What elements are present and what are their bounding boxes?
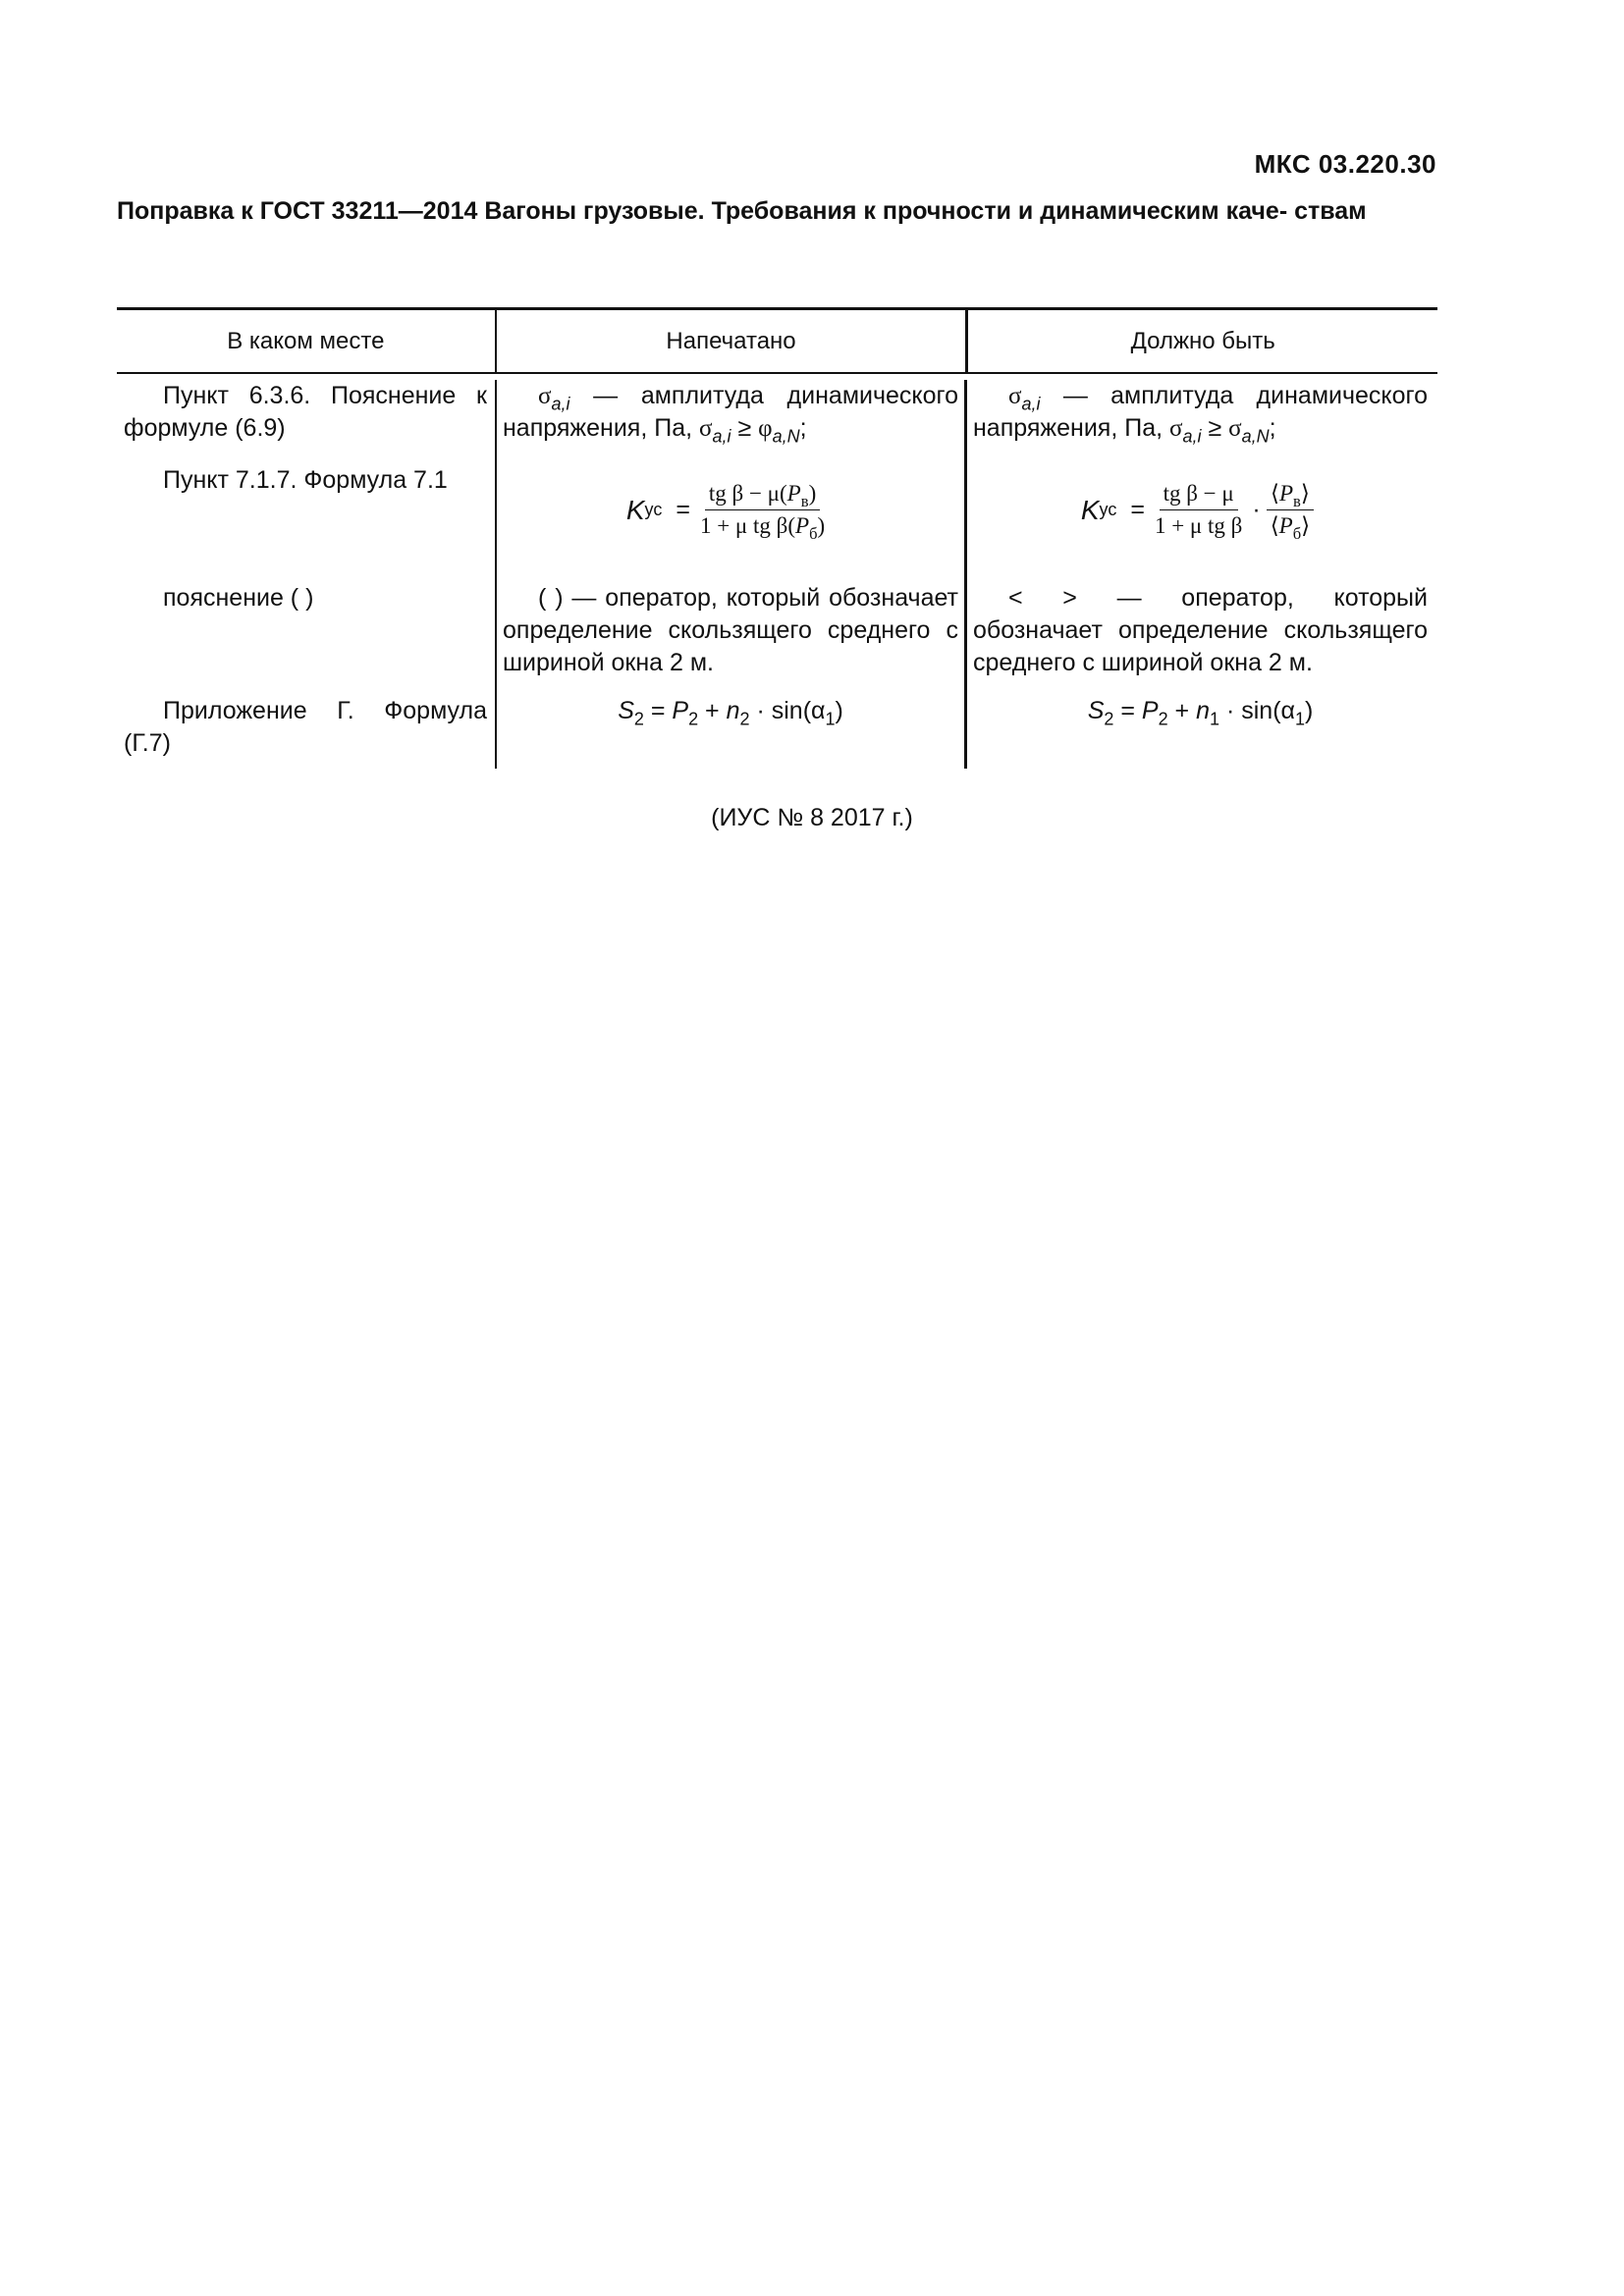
formula-sin: · sin(α — [1219, 697, 1295, 724]
formula-s: S — [618, 697, 634, 724]
formula-equals: = — [643, 697, 673, 724]
cond-rhs: σ — [1228, 415, 1242, 442]
formula-p: P — [1141, 697, 1159, 724]
formula-fraction-1 — [1151, 480, 1246, 540]
cond-subscript: a,i — [712, 426, 731, 447]
numerator-p-subscript: в — [1293, 491, 1301, 510]
denominator-close: ) — [817, 512, 826, 538]
numerator-close: ⟩ — [1300, 480, 1310, 506]
formula-s-subscript: 2 — [1104, 709, 1114, 729]
denominator-p-subscript: б — [809, 523, 818, 543]
denominator-p: P — [795, 512, 810, 538]
formula-n-subscript: 1 — [1210, 709, 1220, 729]
denominator-p: P — [1278, 512, 1293, 538]
classification-code: МКС 03.220.30 — [1254, 149, 1436, 179]
formula-printed: K ус = $\frac{tg \beta - \mu(P_в)}{1 + \mu tg \beta(P_б)}$ — [503, 464, 958, 555]
formula-alpha-subscript: 1 — [825, 709, 836, 729]
source-reference: (ИУС № 8 2017 г.) — [711, 804, 913, 831]
formula-plus: + — [698, 697, 727, 724]
row-correct — [964, 380, 1434, 464]
row-location: Пункт 7.1.7. Формула 7.1 — [163, 466, 448, 494]
row-correct — [964, 695, 1434, 769]
numerator-text: tg β − μ( — [708, 480, 787, 506]
document-title: Поправка к ГОСТ 33211—2014 Вагоны грузовые. Требования к прочности и динамическим каче- ствам — [117, 197, 1367, 225]
formula-lhs: K — [625, 494, 645, 525]
row-correct — [964, 464, 1434, 582]
row-printed — [495, 380, 964, 464]
formula-dot: · — [1252, 495, 1261, 523]
formula-lhs: K — [1080, 494, 1100, 525]
formula-p-subscript: 2 — [688, 709, 699, 729]
denominator-open: ⟨ — [1270, 512, 1279, 538]
formula-p: P — [672, 697, 689, 724]
formula-close: ) — [835, 697, 843, 724]
formula-equals: = — [1113, 697, 1142, 724]
numerator-open: ⟨ — [1270, 480, 1279, 506]
table-row — [117, 374, 1437, 464]
fraction-denominator — [696, 510, 829, 543]
formula-n: n — [726, 697, 740, 724]
formula-fraction — [696, 480, 829, 543]
formula-sin: · sin(α — [749, 697, 826, 724]
corrections-table — [117, 307, 1437, 769]
table-row — [117, 464, 1437, 582]
symbol-subscript: a,i — [1021, 394, 1041, 414]
symbol-subscript: a,i — [551, 394, 570, 414]
sigma-symbol: σ — [1008, 383, 1022, 409]
formula-s-subscript: 2 — [633, 709, 644, 729]
cond-rhs-subscript: a,N — [1241, 426, 1270, 447]
row-location: пояснение ( ) — [163, 584, 314, 612]
fraction-numerator: tg β − μ — [1160, 480, 1238, 510]
formula-s: S — [1087, 697, 1105, 724]
cond-end: ; — [1269, 414, 1276, 442]
cond-rhs: φ — [758, 415, 773, 442]
cond-operator: ≥ — [731, 414, 759, 442]
column-header-printed: Напечатано — [495, 310, 966, 372]
denominator-close: ⟩ — [1301, 512, 1311, 538]
cond-end: ; — [799, 414, 807, 442]
table-header — [117, 310, 1437, 374]
explanation-text: — амплитуда динамического напряжения, Па, — [973, 382, 1428, 442]
column-header-correct: Должно быть — [965, 310, 1437, 372]
row-printed — [495, 695, 964, 769]
row-correct: < > — оператор, который обозначает определение скользящего среднего с шириной окна 2 м. — [964, 582, 1434, 695]
formula-equals: = — [676, 495, 690, 523]
numerator-p: P — [1278, 480, 1294, 506]
fraction-numerator — [1267, 480, 1314, 510]
table-row — [117, 582, 1437, 695]
cond-rhs-subscript: a,N — [772, 426, 800, 447]
formula-correct: K ус = $\frac{\text{tg β − μ}}{\text{1 + μ tg β}}$ · $\frac{⟨P_в⟩}{⟨P_б⟩}$ — [973, 464, 1428, 555]
denominator-p-subscript: б — [1292, 523, 1302, 543]
explanation-text: — амплитуда динамического напряжения, Па, — [503, 382, 958, 442]
fraction-denominator: 1 + μ tg β — [1154, 512, 1243, 538]
numerator-p: P — [786, 480, 801, 506]
denominator-text: 1 + μ tg β( — [699, 512, 795, 538]
formula-n-subscript: 2 — [739, 709, 750, 729]
fraction-numerator — [705, 480, 820, 510]
numerator-p-subscript: в — [800, 491, 809, 510]
fraction-denominator — [1267, 510, 1314, 543]
formula-alpha-subscript: 1 — [1294, 709, 1305, 729]
row-printed — [495, 464, 964, 582]
cond-symbol: σ — [699, 415, 713, 442]
row-location: Пункт 6.3.6. Пояснение к формуле (6.9) — [124, 382, 487, 442]
formula-fraction-2 — [1267, 480, 1314, 543]
formula-close: ) — [1304, 697, 1314, 724]
row-printed: ( ) — оператор, который обозначает определение скользящего среднего с шириной окна 2 м. — [495, 582, 964, 695]
formula-p-subscript: 2 — [1158, 709, 1168, 729]
cond-subscript: a,i — [1182, 426, 1202, 447]
sigma-symbol: σ — [538, 383, 552, 409]
cond-operator: ≥ — [1201, 414, 1229, 442]
cond-symbol: σ — [1169, 415, 1183, 442]
formula-equals: = — [1130, 495, 1145, 523]
table-row — [117, 695, 1437, 769]
column-header-location: В каком месте — [227, 327, 385, 354]
formula-n: n — [1196, 697, 1210, 724]
formula-plus: + — [1167, 697, 1197, 724]
row-location: Приложение Г. Формула (Г.7) — [124, 697, 487, 757]
numerator-close: ) — [808, 480, 817, 506]
